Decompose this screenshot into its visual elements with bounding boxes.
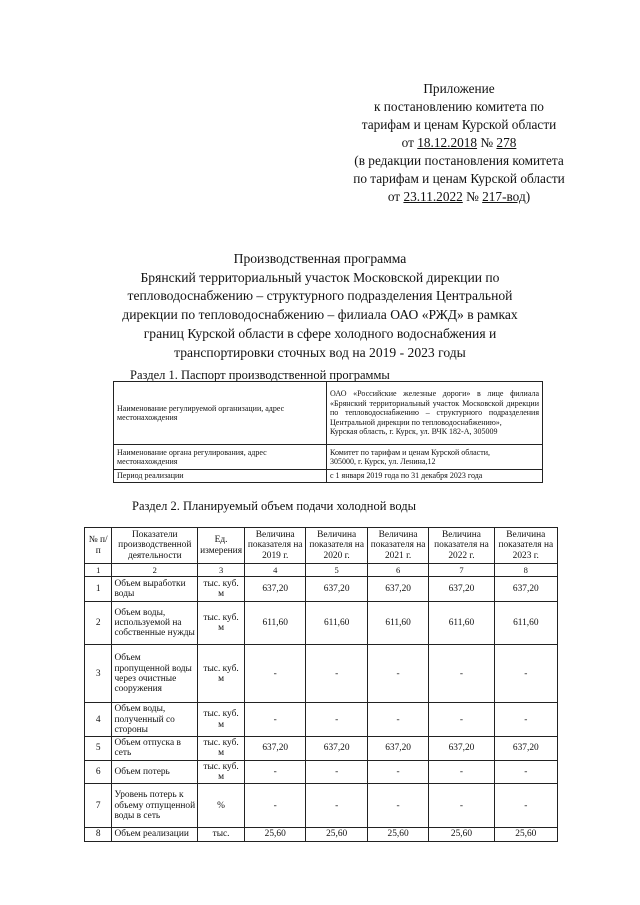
row-indicator: Объем выработки воды [112,577,198,602]
row-value: 637,20 [494,737,557,761]
passport-row [114,382,543,445]
row-indicator: Объем отпуска в сеть [112,737,198,761]
row-value: - [494,703,557,737]
column-header: Величина показателя на 2020 г. [306,528,367,564]
column-header: Величина показателя на 2019 г. [245,528,306,564]
row-number: 8 [85,828,112,841]
row-value: 637,20 [245,737,306,761]
passport-row [114,445,543,470]
row-value: 637,20 [306,577,367,602]
header-decree-ref: от 18.12.2018 № 278 [401,135,517,150]
row-value: 611,60 [367,602,428,645]
table-row [85,737,558,761]
header-line-6: по тарифам и ценам Курской области [353,171,565,186]
passport-value: Комитет по тарифам и ценам Курской области, 305000, г. Курск, ул. Ленина,12 [327,445,543,470]
row-value: 25,60 [494,828,557,841]
row-indicator: Объем пропущенной воды через очистные сооружения [112,645,198,703]
row-value: 637,20 [494,577,557,602]
row-value: - [429,784,494,828]
row-value: 637,20 [429,577,494,602]
column-number: 6 [367,564,428,577]
row-value: 637,20 [367,737,428,761]
row-value: - [429,760,494,784]
row-indicator: Объем воды, используемой на собственные нужды [112,602,198,645]
amendment-number: 217-вод [482,189,526,204]
row-value: - [494,645,557,703]
title-line-5: границ Курской области в сфере холодного водоснабжения и [143,325,497,341]
table-row [85,645,558,703]
row-value: - [429,703,494,737]
row-value: - [367,645,428,703]
row-value: - [367,784,428,828]
row-value: - [245,645,306,703]
row-value: 611,60 [306,602,367,645]
row-value: - [245,784,306,828]
row-number: 1 [85,577,112,602]
row-value: 25,60 [367,828,428,841]
row-value: - [306,645,367,703]
row-value: - [306,703,367,737]
document-header [318,80,600,206]
passport-value: ОАО «Российские железные дороги» в лице филиала «Брянский территориальный участок Московской дирекции по тепловодоснабжению – структурного подразделения Центральной дирекции по тепловодоснабжению», Курская область, г. Курск, ул. ВЧК 182-А, 305009 [327,382,543,445]
passport-value: с 1 января 2019 года по 31 декабря 2023 года [327,470,543,483]
column-number-row [85,564,558,577]
row-value: 637,20 [367,577,428,602]
row-value: 637,20 [306,737,367,761]
row-value: - [367,760,428,784]
row-value: - [245,760,306,784]
title-line-1: Производственная программа [233,251,407,266]
row-indicator: Объем потерь [112,760,198,784]
row-indicator: Объем воды, полученный со стороны [112,703,198,737]
section-2-heading: Раздел 2. Планируемый объем подачи холодной воды [132,499,417,513]
title-line-4: дирекции по тепловодоснабжению – филиала ОАО «РЖД» в рамках [122,307,518,323]
table-row [85,828,558,841]
passport-key: Наименование органа регулирования, адрес местонахождения [114,445,327,470]
row-value: 25,60 [306,828,367,841]
title-line-2: Брянский территориальный участок Московской дирекции по [140,269,500,285]
column-header: Величина показателя на 2023 г. [494,528,557,564]
row-unit: тыс. куб. м [198,760,245,784]
title-line-3: тепловодоснабжению – структурного подразделения Центральной [127,288,513,304]
passport-row [114,470,543,483]
passport-key: Наименование регулируемой организации, адрес местонахождения [114,382,327,445]
column-number: 1 [85,564,112,577]
decree-number: 278 [496,135,517,150]
column-header: Величина показателя на 2021 г. [367,528,428,564]
column-number: 2 [112,564,198,577]
row-value: 637,20 [429,737,494,761]
row-value: 637,20 [245,577,306,602]
row-unit: тыс. куб. м [198,703,245,737]
column-header: Ед. измерения [198,528,245,564]
table-header-row [85,528,558,564]
document-title [90,250,550,362]
header-line-3: тарифам и ценам Курской области [361,117,557,132]
table-row [85,577,558,602]
row-value: - [367,703,428,737]
row-value: 25,60 [245,828,306,841]
table-row [85,703,558,737]
table-row [85,784,558,828]
row-number: 2 [85,602,112,645]
column-number: 8 [494,564,557,577]
row-unit: тыс. куб. м [198,602,245,645]
row-unit: тыс. куб. м [198,645,245,703]
header-line-2: к постановлению комитета по [374,99,544,114]
row-value: 611,60 [429,602,494,645]
row-value: - [245,703,306,737]
row-indicator: Уровень потерь к объему отпущенной воды в сеть [112,784,198,828]
row-value: - [306,784,367,828]
row-unit: % [198,784,245,828]
column-number: 3 [198,564,245,577]
header-line-5: (в редакции постановления комитета [354,153,564,168]
row-value: - [494,760,557,784]
row-value: 25,60 [429,828,494,841]
row-value: 611,60 [245,602,306,645]
row-indicator: Объем реализации [112,828,198,841]
section-1-heading: Раздел 1. Паспорт производственной программы [130,368,390,382]
row-number: 5 [85,737,112,761]
row-unit: тыс. [198,828,245,841]
row-value: - [306,760,367,784]
passport-key: Период реализации [114,470,327,483]
column-number: 7 [429,564,494,577]
row-number: 4 [85,703,112,737]
table-row [85,760,558,784]
column-number: 4 [245,564,306,577]
row-number: 7 [85,784,112,828]
row-number: 6 [85,760,112,784]
row-unit: тыс. куб. м [198,577,245,602]
water-volume-table [84,527,558,842]
row-number: 3 [85,645,112,703]
column-header: Показатели производственной деятельности [112,528,198,564]
column-header: Величина показателя на 2022 г. [429,528,494,564]
decree-date: 18.12.2018 [417,135,478,150]
row-value: - [429,645,494,703]
column-number: 5 [306,564,367,577]
header-appendix-label: Приложение [423,81,495,96]
row-unit: тыс. куб. м [198,737,245,761]
header-amendment-ref: от 23.11.2022 № 217-вод) [387,189,531,204]
table-row [85,602,558,645]
column-header: № п/п [85,528,112,564]
title-line-6: транспортировки сточных вод на 2019 - 2023 годы [174,344,466,360]
row-value: - [494,784,557,828]
amendment-date: 23.11.2022 [403,189,463,204]
passport-table [113,381,543,483]
row-value: 611,60 [494,602,557,645]
